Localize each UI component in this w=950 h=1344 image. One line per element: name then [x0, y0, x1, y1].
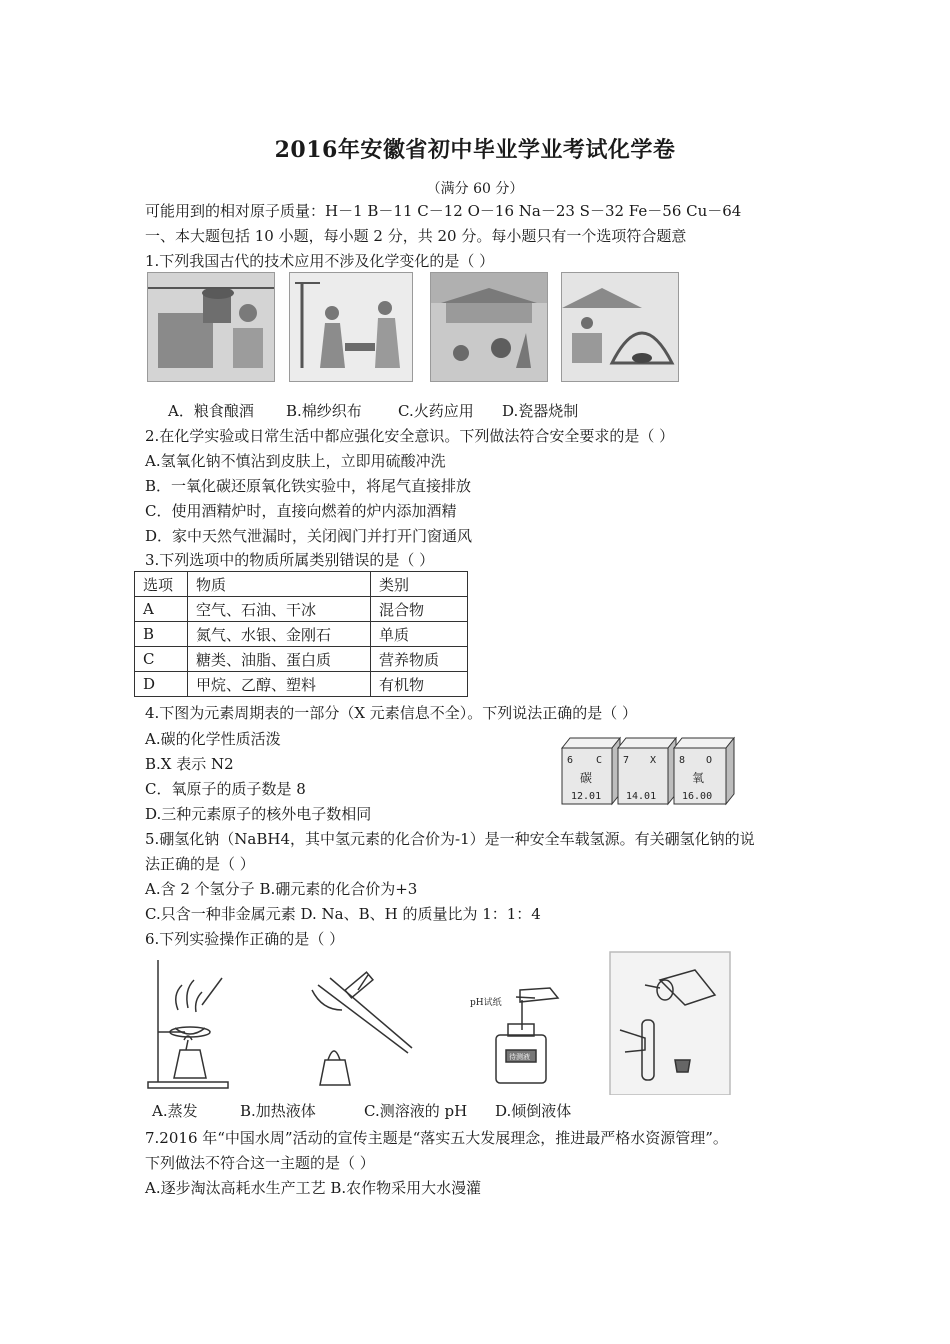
atomic-masses: 可能用到的相对原子质量：H－1 B－11 C－12 O－16 Na－23 S－32 Fe－56 Cu－64	[145, 202, 742, 220]
table-cell: 甲烷、乙醇、塑料	[188, 672, 371, 697]
header-category: 类别	[371, 572, 468, 597]
table-row	[135, 622, 468, 647]
q1-figure-kiln	[561, 272, 679, 382]
q4-option-c[interactable]: C．氧原子的质子数是 8	[145, 780, 306, 798]
q1-option-a[interactable]: A．粮食酿酒	[168, 402, 254, 420]
table-row	[135, 597, 468, 622]
table-cell: C	[135, 647, 188, 672]
q6-stem: 6.下列实验操作正确的是（ ）	[145, 930, 345, 948]
table-header-row	[135, 572, 468, 597]
q2-option-a[interactable]: A.氢氧化钠不慎沾到皮肤上，立即用硫酸冲洗	[145, 452, 446, 470]
header-option: 选项	[135, 572, 188, 597]
q6-figures	[140, 950, 740, 1120]
carbon-mass: 12.01	[571, 791, 602, 802]
table-cell: 氮气、水银、金刚石	[188, 622, 371, 647]
q6-option-b[interactable]: B.加热液体	[240, 1102, 316, 1120]
x-symbol: X	[650, 755, 657, 766]
table-cell: A	[135, 597, 188, 622]
carbon-number: 6	[567, 755, 574, 766]
q7-stem-line-1: 7.2016 年“中国水周”活动的宣传主题是“落实五大发展理念，推进最严格水资源管理”。	[145, 1129, 728, 1147]
q7-options-ab[interactable]: A.逐步淘汰高耗水生产工艺 B.农作物采用大水漫灌	[145, 1179, 482, 1197]
oxygen-mass: 16.00	[682, 791, 713, 802]
q4-option-b[interactable]: B.X 表示 N2	[145, 755, 234, 773]
ph-test-apparatus	[470, 988, 558, 1083]
bottle-label: 待测液	[509, 1053, 530, 1061]
q1-figures	[147, 272, 687, 384]
q1-figure-fireworks	[430, 272, 548, 382]
table-cell: 糖类、油脂、蛋白质	[188, 647, 371, 672]
table-cell: 单质	[371, 622, 468, 647]
q1-option-b[interactable]: B.棉纱织布	[286, 402, 362, 420]
q5-stem-line-2: 法正确的是（ ）	[145, 855, 255, 873]
element-cell-oxygen	[674, 738, 734, 804]
ph-paper-label: pH试纸	[470, 998, 502, 1008]
q1-options	[168, 400, 578, 421]
x-mass: 14.01	[626, 791, 657, 802]
table-cell: 营养物质	[371, 647, 468, 672]
q1-figure-weaving	[289, 272, 413, 382]
q1-option-d[interactable]: D.瓷器烧制	[502, 402, 579, 420]
q7-stem-line-2: 下列做法不符合这一主题的是（ ）	[145, 1154, 375, 1172]
q1-option-c[interactable]: C.火药应用	[398, 402, 474, 420]
oxygen-symbol: O	[706, 755, 713, 766]
table-cell: 空气、石油、干冰	[188, 597, 371, 622]
carbon-symbol: C	[596, 755, 603, 766]
table-cell: 混合物	[371, 597, 468, 622]
table-row	[135, 672, 468, 697]
q5-options-ab[interactable]: A.含 2 个氢分子 B.硼元素的化合价为+3	[145, 880, 418, 898]
q6-option-a[interactable]: A.蒸发	[152, 1102, 198, 1120]
oxygen-number: 8	[679, 755, 686, 766]
table-cell: D	[135, 672, 188, 697]
q6-option-d[interactable]: D.倾倒液体	[495, 1102, 572, 1120]
q2-stem: 2.在化学实验或日常生活中都应强化安全意识。下列做法符合安全要求的是（ ）	[145, 427, 675, 445]
x-number: 7	[623, 755, 630, 766]
table-cell: B	[135, 622, 188, 647]
header-substance: 物质	[188, 572, 371, 597]
q3-stem: 3.下列选项中的物质所属类别错误的是（ ）	[145, 551, 435, 569]
q2-option-c[interactable]: C．使用酒精炉时，直接向燃着的炉内添加酒精	[145, 502, 457, 520]
periodic-table-fragment	[558, 736, 743, 808]
q6-options	[152, 1100, 571, 1121]
heating-liquid-apparatus	[312, 972, 412, 1085]
q4-stem: 4.下图为元素周期表的一部分（X 元素信息不全）。下列说法正确的是（ ）	[145, 704, 638, 722]
table-cell: 有机物	[371, 672, 468, 697]
q5-stem-line-1: 5.硼氢化钠（NaBH4，其中氢元素的化合价为-1）是一种安全车载氢源。有关硼氢化钠的说	[145, 830, 755, 848]
q2-option-d[interactable]: D．家中天然气泄漏时，关闭阀门并打开门窗通风	[145, 527, 473, 545]
q1-figure-brewing	[147, 272, 275, 382]
q2-option-b[interactable]: B．一氧化碳还原氧化铁实验中，将尾气直接排放	[145, 477, 472, 495]
carbon-name: 碳	[580, 771, 593, 785]
q4-option-d[interactable]: D.三种元素原子的核外电子数相同	[145, 805, 372, 823]
element-cell-x	[618, 738, 676, 804]
q3-table	[134, 571, 468, 697]
q6-option-c[interactable]: C.测溶液的 pH	[364, 1102, 468, 1120]
q4-option-a[interactable]: A.碳的化学性质活泼	[145, 730, 281, 748]
table-row	[135, 647, 468, 672]
oxygen-name: 氧	[692, 771, 705, 785]
section-1-instructions: 一、本大题包括 10 小题，每小题 2 分，共 20 分。每小题只有一个选项符合题意	[145, 227, 687, 245]
exam-subtitle: （满分 60 分）	[426, 181, 524, 197]
element-cell-carbon	[562, 738, 620, 804]
q5-options-cd[interactable]: C.只含一种非金属元素 D. Na、B、H 的质量比为 1：1：4	[145, 905, 541, 923]
q1-stem: 1.下列我国古代的技术应用不涉及化学变化的是（ ）	[145, 252, 495, 270]
pouring-liquid-apparatus	[610, 952, 730, 1095]
exam-title: 2016年安徽省初中毕业学业考试化学卷	[274, 137, 676, 163]
evaporation-apparatus	[148, 960, 228, 1088]
